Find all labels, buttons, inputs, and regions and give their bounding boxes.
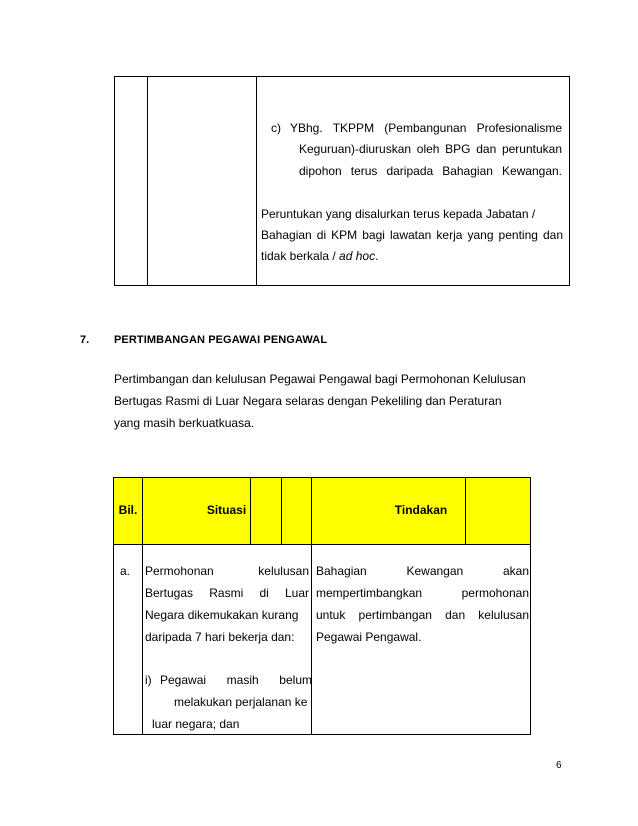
tindakan-line: Pegawai Pengawal. [316, 630, 422, 644]
section-title: PERTIMBANGAN PEGAWAI PENGAWAL [114, 334, 328, 346]
subitem-line: melakukan perjalanan ke [174, 695, 308, 709]
approval-table [113, 477, 531, 735]
header-situasi: Situasi [206, 503, 247, 517]
tindakan-line: mempertimbangkan permohonan [316, 586, 529, 600]
section-paragraph-line: yang masih berkuatkuasa. [114, 416, 255, 430]
note-line-last: tidak berkala / ad hoc. [261, 249, 379, 263]
continuation-table [114, 76, 570, 286]
page-number: 6 [556, 760, 562, 771]
subitem-label: i) [145, 673, 152, 687]
item-c-label: c) [271, 121, 281, 135]
header-bil: Bil. [118, 503, 138, 517]
table-column-divider [147, 77, 148, 285]
table-column-divider [256, 77, 257, 285]
situasi-line: Bertugas Rasmi di Luar [145, 586, 309, 600]
section-paragraph-line: Bertugas Rasmi di Luar Negara selaras dengan Pekeliling dan Peraturan [114, 394, 502, 408]
row-bil: a. [120, 564, 131, 578]
section-number: 7. [80, 334, 90, 346]
note-line: Peruntukan yang disalurkan terus kepada Jabatan / [261, 207, 536, 221]
item-c-line: dipohon terus daripada Bahagian Kewangan. [299, 164, 562, 178]
section-paragraph-line: Pertimbangan dan kelulusan Pegawai Pengawal bagi Permohonan Kelulusan [114, 372, 526, 386]
item-c-line: YBhg. TKPPM (Pembangunan Profesionalisme [290, 121, 562, 135]
situasi-line: Negara dikemukakan kurang [145, 608, 299, 622]
header-tindakan: Tindakan [394, 503, 448, 517]
situasi-line: daripada 7 hari bekerja dan: [145, 630, 295, 644]
ad-hoc-italic: ad hoc [339, 249, 376, 263]
tindakan-line: untuk pertimbangan dan kelulusan [316, 608, 529, 622]
note-line: Bahagian di KPM bagi lawatan kerja yang penting dan [261, 228, 563, 242]
subitem-line: luar negara; dan [152, 717, 240, 731]
item-c-line: Keguruan)-diuruskan oleh BPG dan peruntukan [299, 142, 562, 156]
tindakan-line: Bahagian Kewangan akan [316, 564, 529, 578]
subitem-line: Pegawai masih belum [160, 673, 312, 687]
situasi-line: Permohonan kelulusan [145, 564, 309, 578]
